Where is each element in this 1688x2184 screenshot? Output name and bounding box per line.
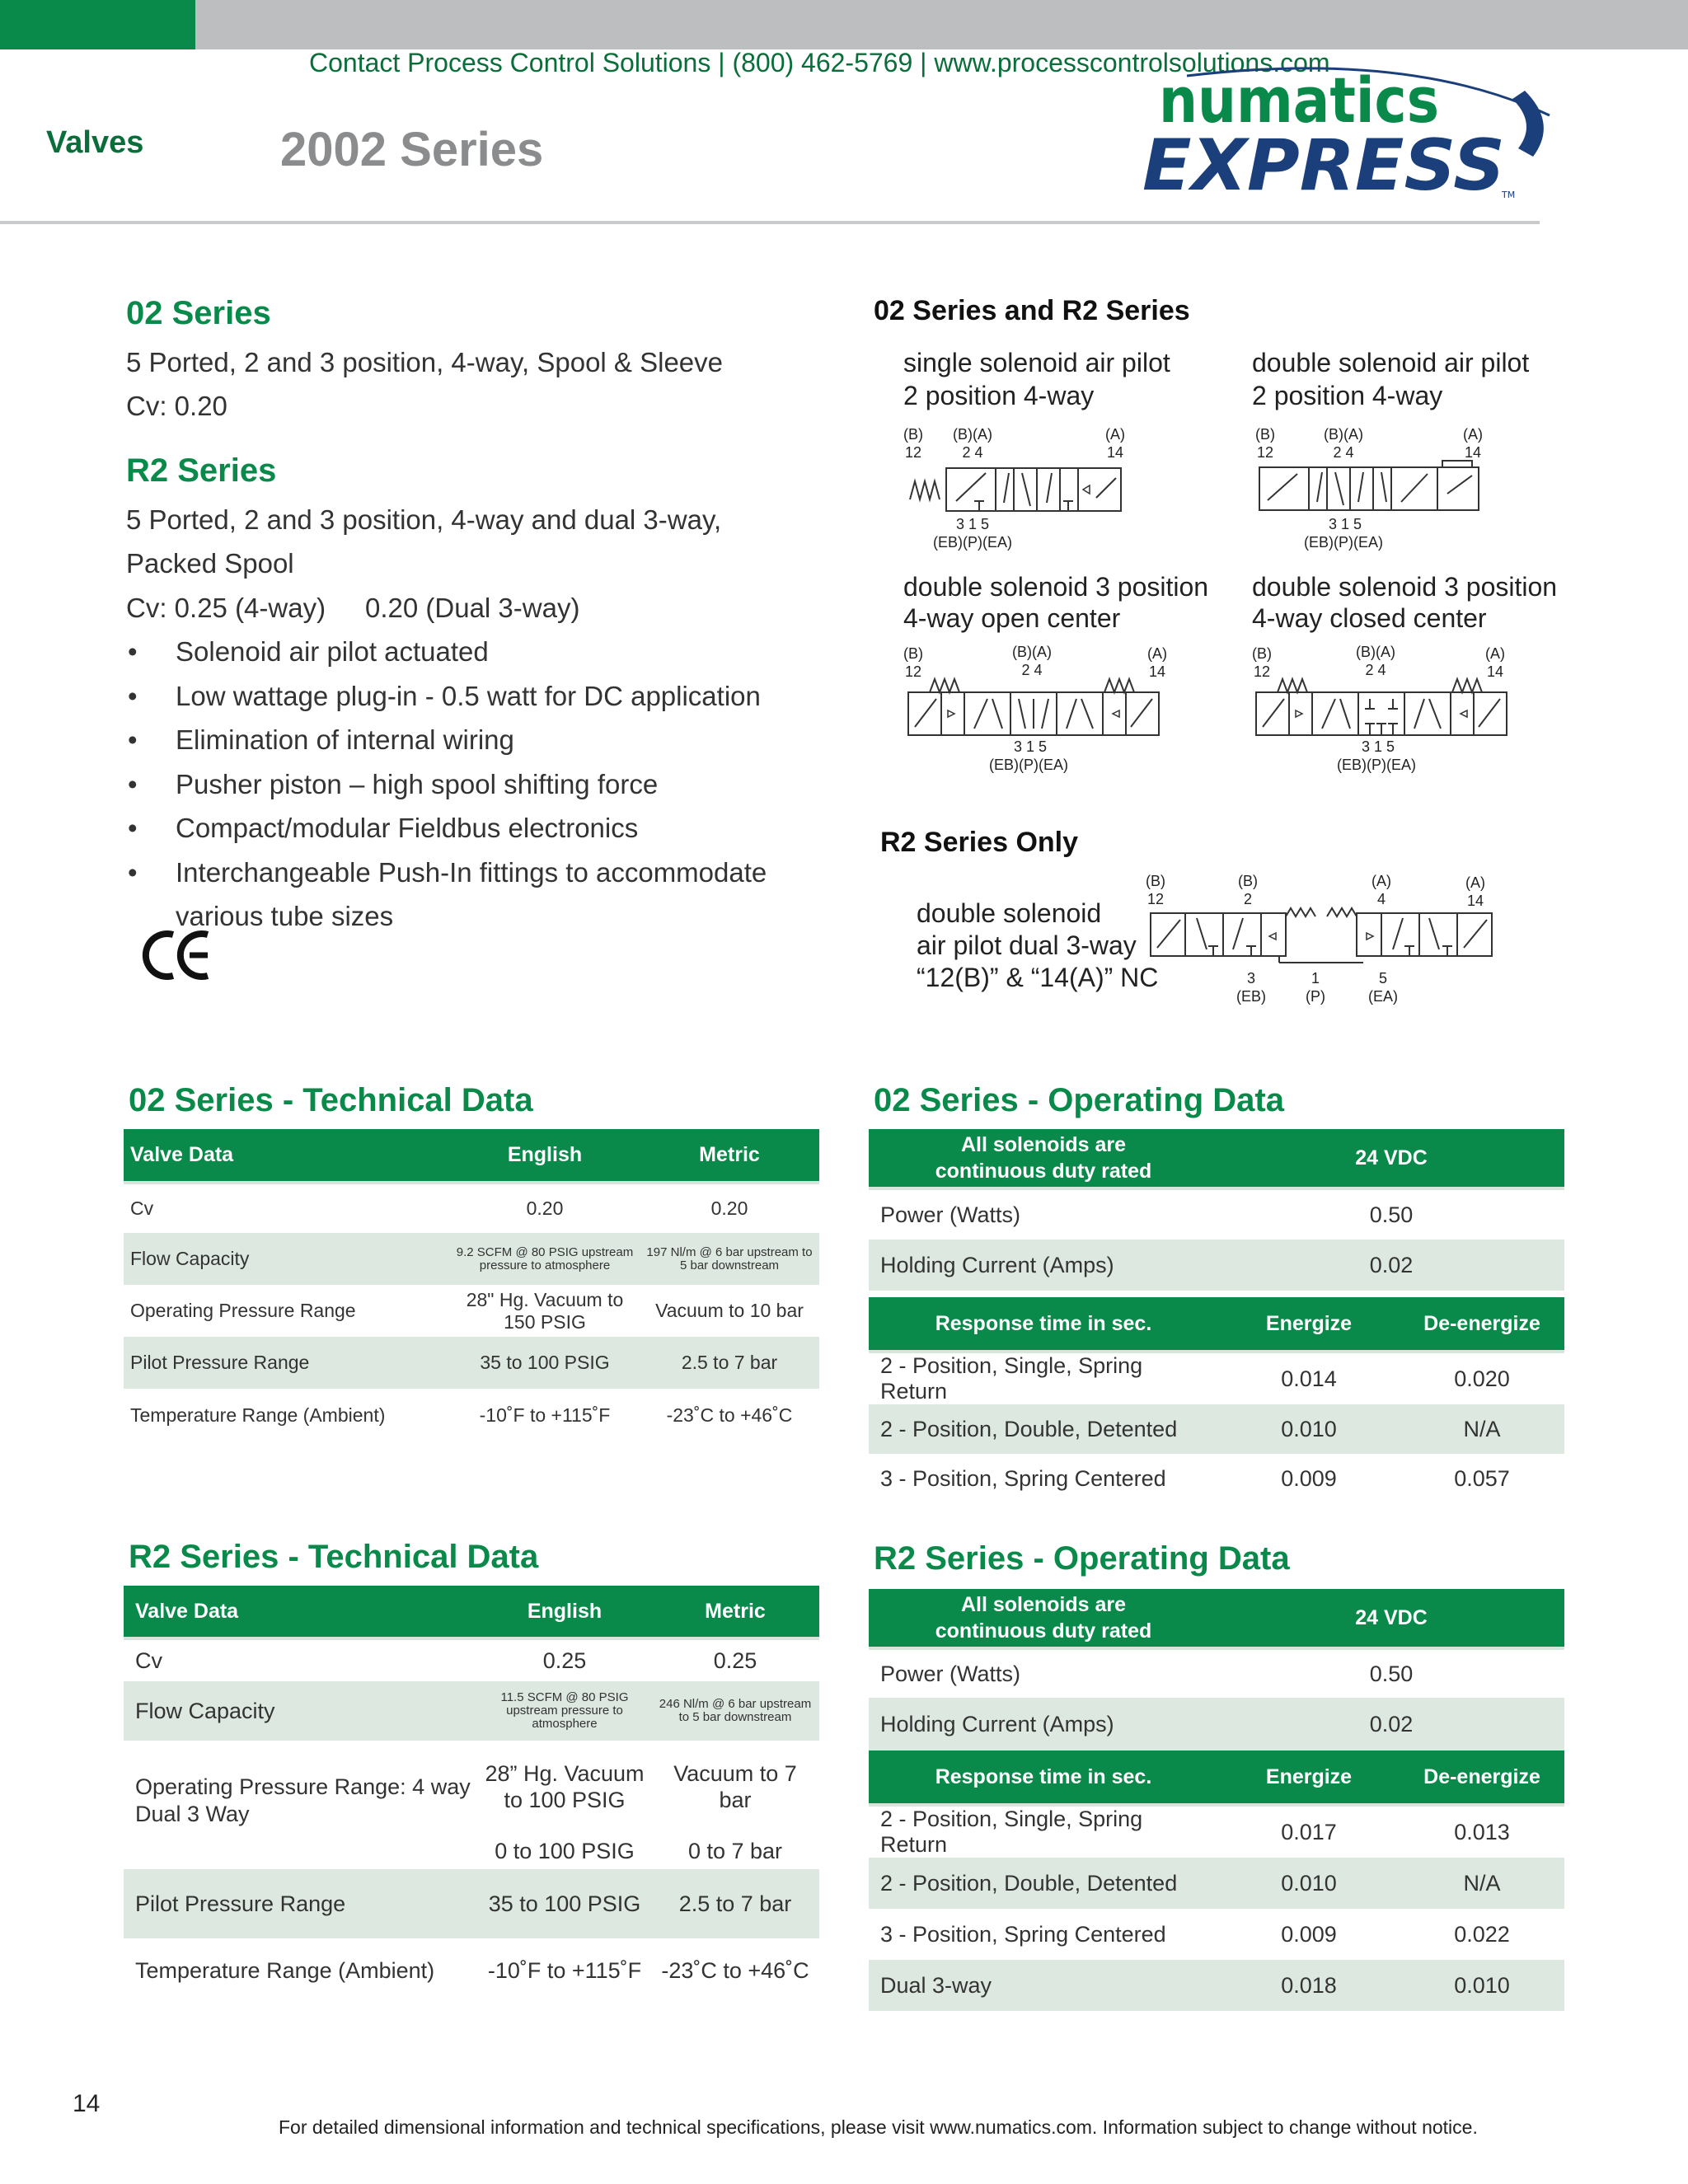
table-row bbox=[124, 1183, 819, 1233]
tech02-table bbox=[124, 1129, 819, 1441]
table-row bbox=[869, 1648, 1564, 1698]
port-labels-bottom: (EB)(P)(EA) bbox=[1304, 534, 1383, 551]
cell: 3 - Position, Spring Centered bbox=[880, 1921, 1166, 1947]
table-row bbox=[869, 1805, 1564, 1858]
port-number: 12 bbox=[904, 444, 922, 461]
port-label: (A) bbox=[1463, 426, 1483, 443]
column-header: 24 VDC bbox=[1218, 1589, 1564, 1648]
port-label: (P) bbox=[1306, 988, 1325, 1005]
table-row bbox=[869, 1240, 1564, 1291]
opR2-table bbox=[869, 1589, 1564, 2011]
port-label: (B) bbox=[1238, 873, 1258, 889]
op02-title: 02 Series - Operating Data bbox=[874, 1082, 1284, 1118]
port-labels-bottom: (EB)(P)(EA) bbox=[933, 534, 1012, 551]
port-number: 5 bbox=[1378, 970, 1387, 987]
diagram-title: double solenoid bbox=[917, 898, 1102, 928]
cell: Vacuum to 7 bar bbox=[673, 1761, 797, 1812]
bullet-dot: • bbox=[128, 636, 138, 667]
cell: Flow Capacity bbox=[124, 1681, 478, 1741]
cell: 0.02 bbox=[1218, 1240, 1564, 1291]
bullet-item: Elimination of internal wiring bbox=[176, 724, 514, 755]
port-label: (EA) bbox=[1368, 988, 1398, 1005]
cell: 2 - Position, Single, Spring Return bbox=[880, 1807, 1143, 1857]
cell: 0.013 bbox=[1454, 1820, 1510, 1844]
op02-table bbox=[869, 1129, 1564, 1503]
table-row bbox=[124, 1938, 819, 2003]
cell: 2 - Position, Single, Spring Return bbox=[880, 1353, 1143, 1404]
cell: Temperature Range (Ambient) bbox=[130, 1404, 386, 1426]
r2-desc-line1: 5 Ported, 2 and 3 position, 4-way and dual 3-way, bbox=[126, 504, 722, 535]
diagram-subtitle: 4-way closed center bbox=[1252, 603, 1487, 633]
port-label: (A) bbox=[1465, 874, 1485, 891]
port-number: 3 bbox=[1246, 970, 1255, 987]
table-row bbox=[124, 1285, 819, 1337]
opR2-title: R2 Series - Operating Data bbox=[874, 1540, 1290, 1577]
port-label: (A) bbox=[1485, 645, 1505, 662]
bullet-item: Interchangeable Push-In fittings to accommodate bbox=[176, 857, 767, 888]
table-header-row bbox=[869, 1589, 1564, 1648]
column-header: De-energize bbox=[1400, 1750, 1564, 1805]
cell: N/A bbox=[1400, 1858, 1564, 1909]
cell: 35 to 100 PSIG bbox=[450, 1337, 640, 1389]
port-label: (B)(A) bbox=[1324, 426, 1363, 443]
table-row bbox=[869, 1352, 1564, 1404]
cell: 35 to 100 PSIG bbox=[478, 1869, 651, 1938]
port-number: 2 4 bbox=[1365, 662, 1386, 678]
cell: 2.5 to 7 bar bbox=[640, 1337, 819, 1389]
table-header-row bbox=[869, 1129, 1564, 1188]
column-header: Energize bbox=[1218, 1297, 1400, 1352]
cell: Operating Pressure Range: 4 way bbox=[135, 1774, 471, 1799]
port-label: (A) bbox=[1372, 873, 1391, 889]
port-numbers-bottom: 3 1 5 bbox=[1329, 516, 1362, 532]
table-row bbox=[124, 1337, 819, 1389]
techR2-title: R2 Series - Technical Data bbox=[129, 1539, 539, 1575]
bullet-item: Low wattage plug-in - 0.5 watt for DC application bbox=[176, 681, 761, 711]
cell: Power (Watts) bbox=[880, 1661, 1021, 1686]
port-label: (A) bbox=[1147, 645, 1167, 662]
column-header: Energize bbox=[1218, 1750, 1400, 1805]
cell: 0.009 bbox=[1281, 1466, 1337, 1491]
cell: -10˚F to +115˚F bbox=[479, 1404, 611, 1426]
column-header: Valve Data bbox=[124, 1586, 478, 1638]
footer-note: For detailed dimensional information and technical specifications, please visit www.numatics.com. Information subject to change without notice. bbox=[279, 2116, 1478, 2138]
table-row bbox=[869, 1404, 1564, 1454]
cell: 0.20 bbox=[710, 1197, 748, 1219]
numatics-express-logo bbox=[1137, 58, 1566, 206]
cell: 0.010 bbox=[1218, 1404, 1400, 1454]
cell: 0.010 bbox=[1400, 1960, 1564, 2011]
cell: Dual 3 Way bbox=[135, 1802, 250, 1826]
s02-heading: 02 Series bbox=[126, 295, 271, 331]
table-row bbox=[124, 1389, 819, 1441]
s02-cv: Cv: 0.20 bbox=[126, 391, 227, 421]
diagram-title: double solenoid 3 position bbox=[903, 572, 1209, 602]
port-number: 4 bbox=[1376, 891, 1386, 907]
cell: -10˚F to +115˚F bbox=[487, 1958, 642, 1983]
cell: N/A bbox=[1400, 1404, 1564, 1454]
column-header: Response time in sec. bbox=[869, 1297, 1218, 1352]
table-row bbox=[124, 1638, 819, 1681]
logo-numatics: numatics bbox=[1159, 63, 1439, 137]
diagrams-heading: 02 Series and R2 Series bbox=[874, 295, 1190, 326]
bullet-dot: • bbox=[128, 857, 138, 888]
port-numbers-bottom: 3 1 5 bbox=[1362, 738, 1395, 755]
r2-heading: R2 Series bbox=[126, 452, 277, 489]
page-number: 14 bbox=[73, 2090, 101, 2117]
table-header-row bbox=[869, 1750, 1564, 1805]
cell: 2 - Position, Double, Detented bbox=[869, 1404, 1218, 1454]
port-number: 2 4 bbox=[1021, 662, 1043, 678]
cell: Pilot Pressure Range bbox=[124, 1337, 450, 1389]
bullet-dot: • bbox=[128, 724, 138, 755]
table-header-row bbox=[869, 1297, 1564, 1352]
table-row bbox=[869, 1454, 1564, 1503]
port-number: 14 bbox=[1486, 663, 1504, 680]
bullet-item: Pusher piston – high spool shifting force bbox=[176, 769, 659, 799]
cell: Pilot Pressure Range bbox=[124, 1869, 478, 1938]
table-row bbox=[124, 1233, 819, 1285]
bullet-dot: • bbox=[128, 813, 138, 843]
port-label: (B) bbox=[903, 645, 923, 662]
cell: Holding Current (Amps) bbox=[869, 1698, 1218, 1750]
port-number: 14 bbox=[1106, 444, 1124, 461]
cell: 0 to 7 bar bbox=[687, 1839, 783, 1863]
valve-symbol-double-2pos bbox=[1256, 457, 1483, 522]
diagram-subtitle: air pilot dual 3-way bbox=[917, 930, 1137, 960]
port-number: 2 bbox=[1243, 891, 1252, 907]
cell: Dual 3-way bbox=[869, 1960, 1218, 2011]
port-label: (B) bbox=[1255, 426, 1275, 443]
diagram-title: double solenoid 3 position bbox=[1252, 572, 1558, 602]
port-number: 2 4 bbox=[1333, 444, 1354, 461]
cell: 0.010 bbox=[1218, 1858, 1400, 1909]
port-number: 12 bbox=[1253, 663, 1271, 680]
s02-desc: 5 Ported, 2 and 3 position, 4-way, Spool & Sleeve bbox=[126, 347, 724, 377]
table-row bbox=[124, 1869, 819, 1938]
header-line: All solenoids are bbox=[960, 1133, 1127, 1156]
header-line: continuous duty rated bbox=[935, 1619, 1152, 1643]
tech02-title: 02 Series - Technical Data bbox=[129, 1082, 533, 1118]
table-row bbox=[124, 1833, 819, 1869]
cell: 0.020 bbox=[1454, 1366, 1510, 1391]
port-number: 1 bbox=[1311, 970, 1320, 987]
cell: 0 to 100 PSIG bbox=[495, 1839, 635, 1863]
column-header: De-energize bbox=[1400, 1297, 1564, 1352]
column-header: English bbox=[478, 1586, 651, 1638]
column-header bbox=[869, 1589, 1218, 1648]
bullet-dot: • bbox=[128, 681, 138, 711]
cell: Cv bbox=[130, 1197, 154, 1219]
techR2-table bbox=[124, 1586, 819, 2003]
port-numbers-bottom: 3 1 5 bbox=[956, 516, 990, 532]
column-header: Response time in sec. bbox=[869, 1750, 1218, 1805]
diagram-subtitle: 2 position 4-way bbox=[1252, 381, 1443, 410]
contact-line[interactable]: Contact Process Control Solutions | (800) 462-5769 | www.processcontrolsolutions.com bbox=[309, 48, 1330, 77]
cell: 0.018 bbox=[1218, 1960, 1400, 2011]
cell: 0.009 bbox=[1281, 1922, 1337, 1947]
header-line: continuous duty rated bbox=[935, 1160, 1152, 1183]
bullet-item: Compact/modular Fieldbus electronics bbox=[176, 813, 639, 843]
port-label: (EB) bbox=[1236, 988, 1266, 1005]
diagram-subtitle: 4-way open center bbox=[903, 603, 1121, 633]
table-row bbox=[869, 1858, 1564, 1909]
ce-mark-icon bbox=[142, 930, 213, 981]
column-header: 24 VDC bbox=[1218, 1129, 1564, 1188]
table-row bbox=[869, 1698, 1564, 1750]
port-label: (B)(A) bbox=[1356, 644, 1395, 660]
port-number: 14 bbox=[1464, 444, 1482, 461]
cell: 0.057 bbox=[1454, 1466, 1510, 1491]
cell: 197 Nl/m @ 6 bar upstream to 5 bar downstream bbox=[640, 1233, 819, 1285]
cell: Holding Current (Amps) bbox=[869, 1240, 1218, 1291]
cell: 2.5 to 7 bar bbox=[651, 1869, 819, 1938]
logo-express: EXPRESS bbox=[1142, 124, 1505, 206]
cell: 28" Hg. Vacuum to 150 PSIG bbox=[466, 1288, 624, 1333]
header-accent bbox=[0, 0, 195, 49]
section-tag: Valves bbox=[46, 125, 144, 160]
table-row bbox=[869, 1909, 1564, 1960]
port-number: 14 bbox=[1466, 893, 1484, 909]
r2-cv-dual3: 0.20 (Dual 3-way) bbox=[365, 593, 580, 623]
port-labels-bottom: (EB)(P)(EA) bbox=[989, 757, 1068, 773]
valve-symbol-3pos-closed-center bbox=[1253, 676, 1510, 742]
cell: Temperature Range (Ambient) bbox=[135, 1957, 435, 1983]
cell: 0.50 bbox=[1369, 1661, 1414, 1686]
r2-desc-line2: Packed Spool bbox=[126, 548, 294, 579]
column-header: English bbox=[450, 1129, 640, 1183]
port-label: (B) bbox=[903, 426, 923, 443]
port-number: 12 bbox=[1146, 891, 1165, 907]
port-label: (B) bbox=[1252, 645, 1272, 662]
r2-only-heading: R2 Series Only bbox=[880, 827, 1079, 858]
cell: 0.20 bbox=[526, 1197, 564, 1219]
cell: Flow Capacity bbox=[124, 1233, 450, 1285]
cell: 3 - Position, Spring Centered bbox=[880, 1465, 1166, 1491]
valve-symbol-dual-3way bbox=[1147, 907, 1495, 966]
cell: 11.5 SCFM @ 80 PSIG upstream pressure to atmosphere bbox=[478, 1681, 651, 1741]
header-divider bbox=[0, 221, 1540, 224]
table-row bbox=[869, 1960, 1564, 2011]
cell: Vacuum to 10 bar bbox=[655, 1300, 804, 1321]
cell: Cv bbox=[135, 1647, 162, 1673]
cell: 2 - Position, Double, Detented bbox=[869, 1858, 1218, 1909]
cell: 0.02 bbox=[1218, 1698, 1564, 1750]
cell: 246 Nl/m @ 6 bar upstream to 5 bar downstream bbox=[651, 1681, 819, 1741]
r2-cv-4way: Cv: 0.25 (4-way) bbox=[126, 593, 326, 623]
port-label: (A) bbox=[1105, 426, 1125, 443]
cell: -23˚C to +46˚C bbox=[666, 1404, 793, 1426]
cell: 0.50 bbox=[1369, 1202, 1414, 1227]
valve-symbol-3pos-open-center bbox=[905, 676, 1162, 742]
valve-symbol-single-2pos bbox=[907, 462, 1125, 518]
cell: -23˚C to +46˚C bbox=[661, 1958, 809, 1983]
cell: 28” Hg. Vacuum to 100 PSIG bbox=[485, 1761, 645, 1812]
column-header: Metric bbox=[640, 1129, 819, 1183]
cell: 0.25 bbox=[542, 1648, 587, 1673]
cell: 0.017 bbox=[1281, 1820, 1337, 1844]
cell: 9.2 SCFM @ 80 PSIG upstream pressure to atmosphere bbox=[450, 1233, 640, 1285]
table-header-row bbox=[124, 1129, 819, 1183]
bullet-item-cont: various tube sizes bbox=[176, 901, 394, 931]
header-bar bbox=[0, 0, 1688, 49]
column-header: Valve Data bbox=[124, 1129, 450, 1183]
diagram-subtitle: 2 position 4-way bbox=[903, 381, 1095, 410]
cell: 0.014 bbox=[1281, 1366, 1337, 1391]
bullet-item: Solenoid air pilot actuated bbox=[176, 636, 489, 667]
cell: 0.022 bbox=[1454, 1922, 1510, 1947]
diagram-subtitle-2: “12(B)” & “14(A)” NC bbox=[917, 963, 1159, 992]
port-numbers-bottom: 3 1 5 bbox=[1014, 738, 1048, 755]
port-label: (B) bbox=[1146, 873, 1165, 889]
cell: Operating Pressure Range bbox=[130, 1300, 356, 1321]
port-label: (B)(A) bbox=[1012, 644, 1052, 660]
diagram-title: single solenoid air pilot bbox=[903, 348, 1170, 377]
column-header bbox=[869, 1129, 1218, 1188]
port-number: 12 bbox=[904, 663, 922, 680]
diagram-title: double solenoid air pilot bbox=[1252, 348, 1530, 377]
page-title: 2002 Series bbox=[280, 123, 544, 176]
port-label: (B)(A) bbox=[953, 426, 992, 443]
cell: Power (Watts) bbox=[880, 1202, 1021, 1227]
bullet-dot: • bbox=[128, 769, 138, 799]
table-header-row bbox=[124, 1586, 819, 1638]
port-number: 14 bbox=[1148, 663, 1166, 680]
cell: 0.25 bbox=[713, 1648, 757, 1673]
column-header: Metric bbox=[651, 1586, 819, 1638]
logo-tm: TM bbox=[1502, 190, 1516, 200]
port-number: 2 4 bbox=[962, 444, 983, 461]
port-number: 12 bbox=[1256, 444, 1274, 461]
port-labels-bottom: (EB)(P)(EA) bbox=[1337, 757, 1416, 773]
table-row bbox=[869, 1188, 1564, 1240]
header-line: All solenoids are bbox=[960, 1593, 1127, 1616]
table-row bbox=[124, 1681, 819, 1741]
